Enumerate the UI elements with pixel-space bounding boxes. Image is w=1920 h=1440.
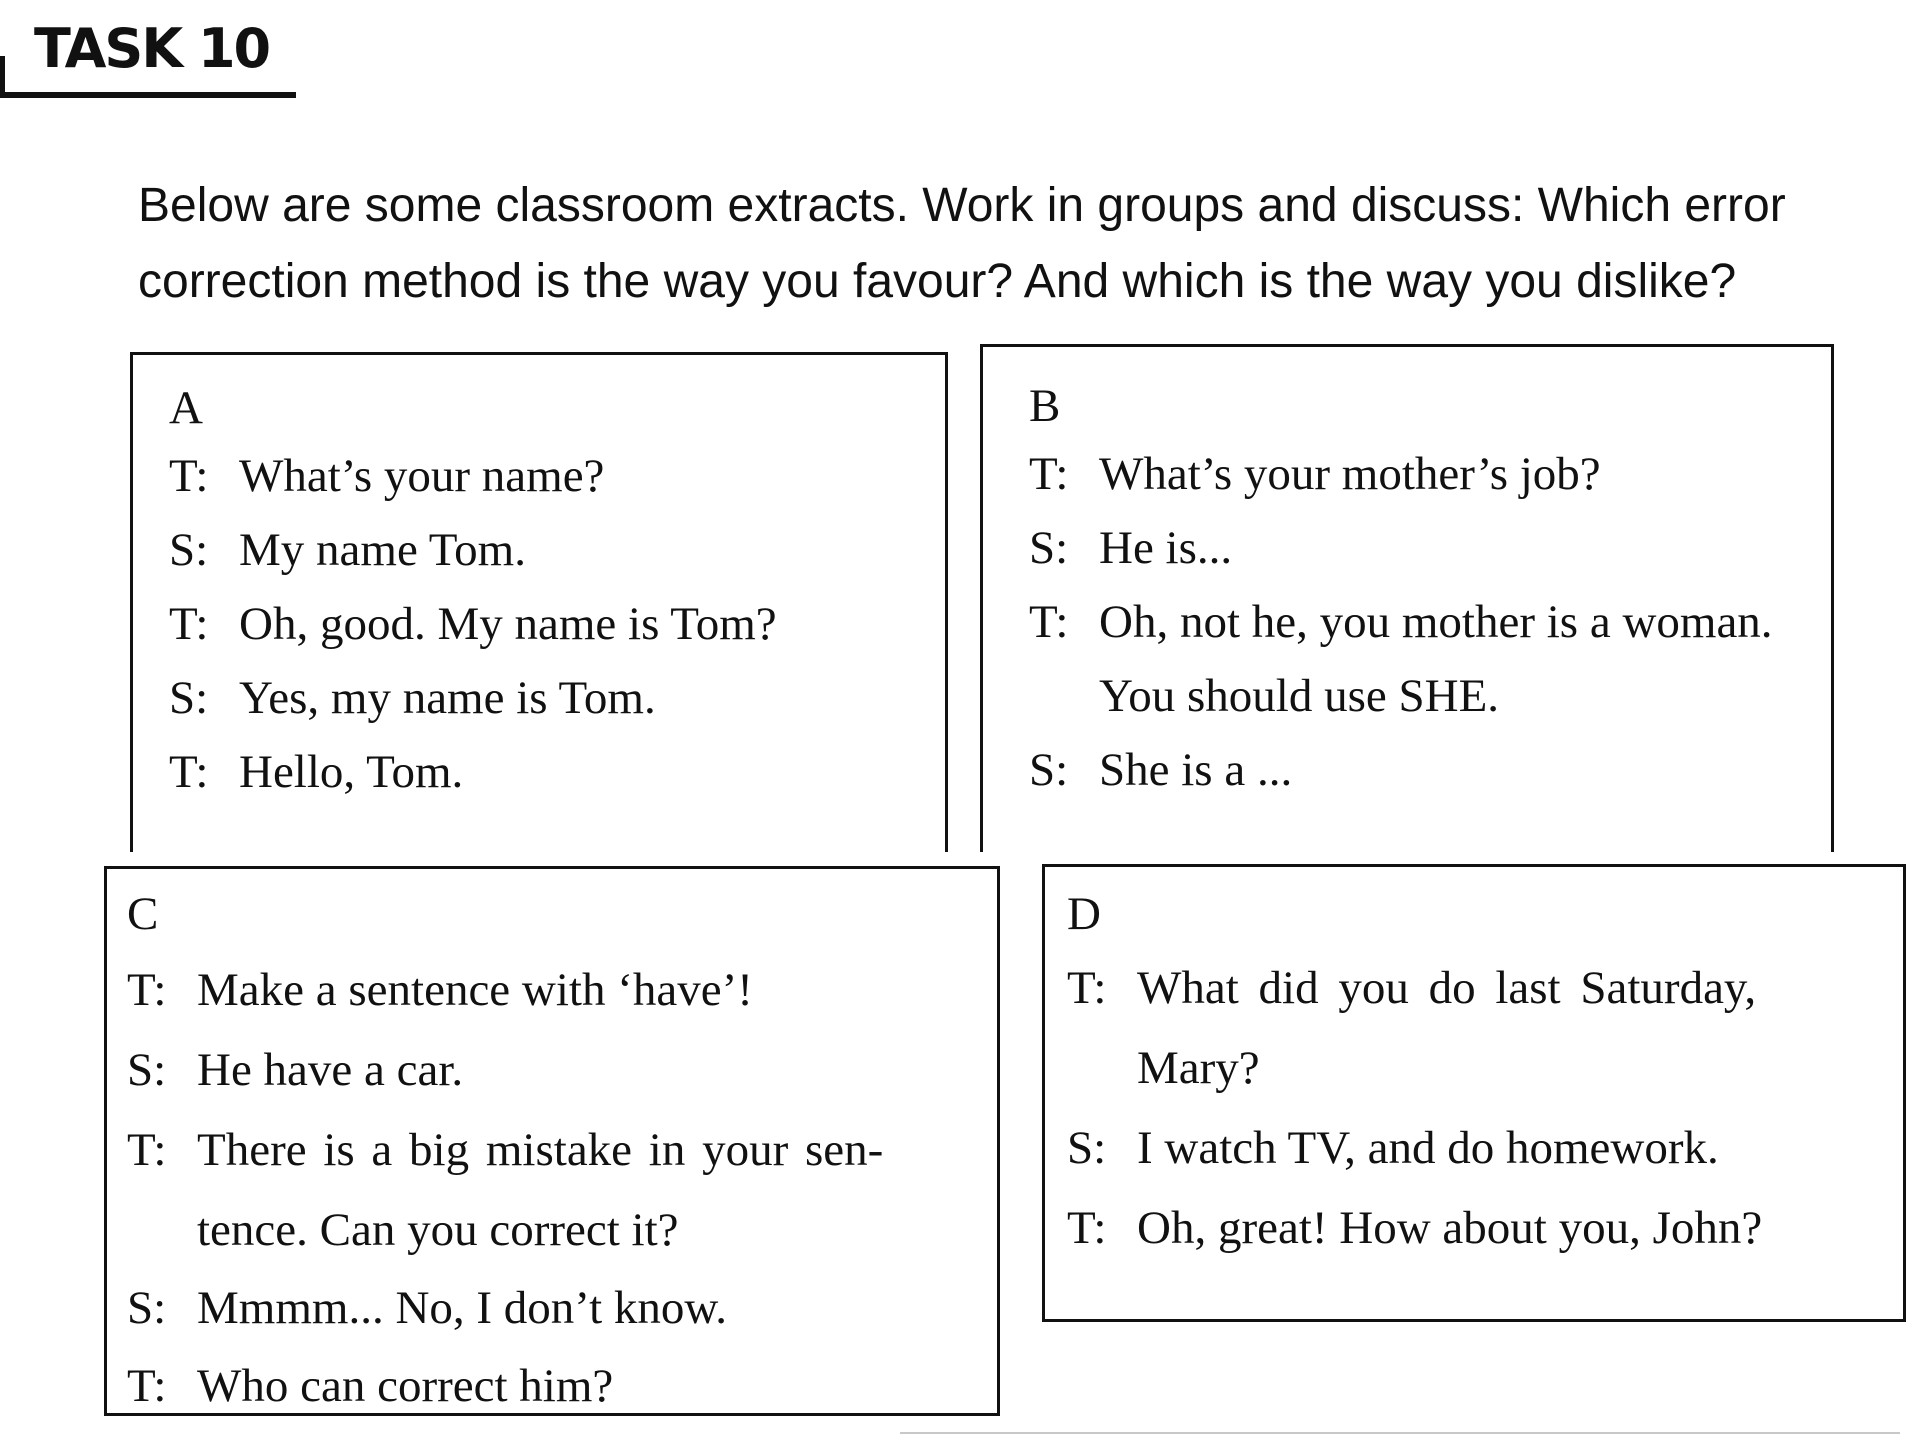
extract-box-a: [130, 352, 948, 852]
speaker-tag: S:: [127, 1282, 167, 1334]
dialogue-line: [1067, 1122, 1719, 1174]
dialogue-line: [169, 598, 777, 650]
extract-label: D: [1067, 888, 1101, 940]
utterance: Oh, great! How about you, John?: [1137, 1202, 1763, 1254]
speaker-tag: T:: [127, 1124, 167, 1176]
dialogue-line: [127, 1044, 464, 1096]
utterance: Make a sentence with ‘have’!: [197, 964, 753, 1016]
utterance: There is a big mistake in your sen-: [197, 1124, 884, 1176]
utterance: Oh, not he, you mother is a woman.: [1099, 596, 1773, 648]
dialogue-line-continuation: [1067, 1042, 1260, 1094]
speaker-tag: T:: [1067, 1202, 1107, 1254]
dialogue-line: [169, 672, 656, 724]
extract-box-d: [1042, 864, 1906, 1322]
speaker-tag: T:: [1067, 962, 1107, 1014]
utterance: What did you do last Saturday,: [1137, 962, 1757, 1014]
dialogue-line: [1029, 744, 1293, 796]
speaker-tag: S:: [1067, 1122, 1107, 1174]
utterance: He have a car.: [197, 1044, 464, 1096]
dialogue-line: [169, 746, 464, 798]
utterance: My name Tom.: [239, 524, 526, 576]
extract-box-b: [980, 344, 1834, 852]
dialogue-line: [127, 1360, 614, 1412]
utterance: Oh, good. My name is Tom?: [239, 598, 777, 650]
speaker-tag: T:: [127, 1360, 167, 1412]
instructions-text: Below are some classroom extracts. Work in groups and discuss: Which error correction method is the way you favour? And which is the way you dislike?: [138, 179, 1786, 308]
task-heading-tick: [0, 56, 5, 96]
speaker-tag: S:: [1029, 522, 1069, 574]
speaker-tag: S:: [169, 672, 209, 724]
speaker-tag: T:: [127, 964, 167, 1016]
dialogue-line: [1029, 596, 1773, 648]
dialogue-line: [1067, 1202, 1763, 1254]
extract-label: A: [169, 382, 203, 434]
dialogue-line: [169, 450, 605, 502]
speaker-tag: T:: [169, 598, 209, 650]
extract-label: B: [1029, 380, 1061, 432]
task-title-underline: [0, 92, 296, 98]
dialogue-line: [127, 1124, 884, 1176]
utterance: He is...: [1099, 522, 1233, 574]
utterance: tence. Can you correct it?: [197, 1204, 679, 1256]
speaker-tag: T:: [1029, 596, 1069, 648]
speaker-tag: S:: [1029, 744, 1069, 796]
extract-box-c: [104, 866, 1000, 1416]
dialogue-line: [127, 1282, 728, 1334]
speaker-tag: [127, 1207, 197, 1254]
utterance: Yes, my name is Tom.: [239, 672, 656, 724]
speaker-tag: [1029, 673, 1099, 720]
extract-label: C: [127, 888, 159, 940]
utterance: Who can correct him?: [197, 1360, 614, 1412]
task-title: TASK 10: [34, 17, 270, 80]
utterance: Hello, Tom.: [239, 746, 464, 798]
scan-artifact-line: [900, 1432, 1900, 1434]
speaker-tag: T:: [169, 746, 209, 798]
dialogue-line: [169, 524, 526, 576]
dialogue-line-continuation: [127, 1204, 679, 1256]
dialogue-line: [127, 964, 753, 1016]
dialogue-line-continuation: [1029, 670, 1500, 722]
utterance: Mary?: [1137, 1042, 1260, 1094]
speaker-tag: S:: [169, 524, 209, 576]
speaker-tag: T:: [1029, 448, 1069, 500]
speaker-tag: T:: [169, 450, 209, 502]
utterance: What’s your mother’s job?: [1099, 448, 1601, 500]
speaker-tag: [1067, 1045, 1137, 1092]
utterance: You should use SHE.: [1099, 670, 1500, 722]
dialogue-line: [1029, 522, 1233, 574]
utterance: Mmmm... No, I don’t know.: [197, 1282, 728, 1334]
dialogue-line: [1029, 448, 1601, 500]
utterance: I watch TV, and do homework.: [1137, 1122, 1719, 1174]
speaker-tag: S:: [127, 1044, 167, 1096]
utterance: What’s your name?: [239, 450, 605, 502]
utterance: She is a ...: [1099, 744, 1293, 796]
dialogue-line: [1067, 962, 1757, 1014]
